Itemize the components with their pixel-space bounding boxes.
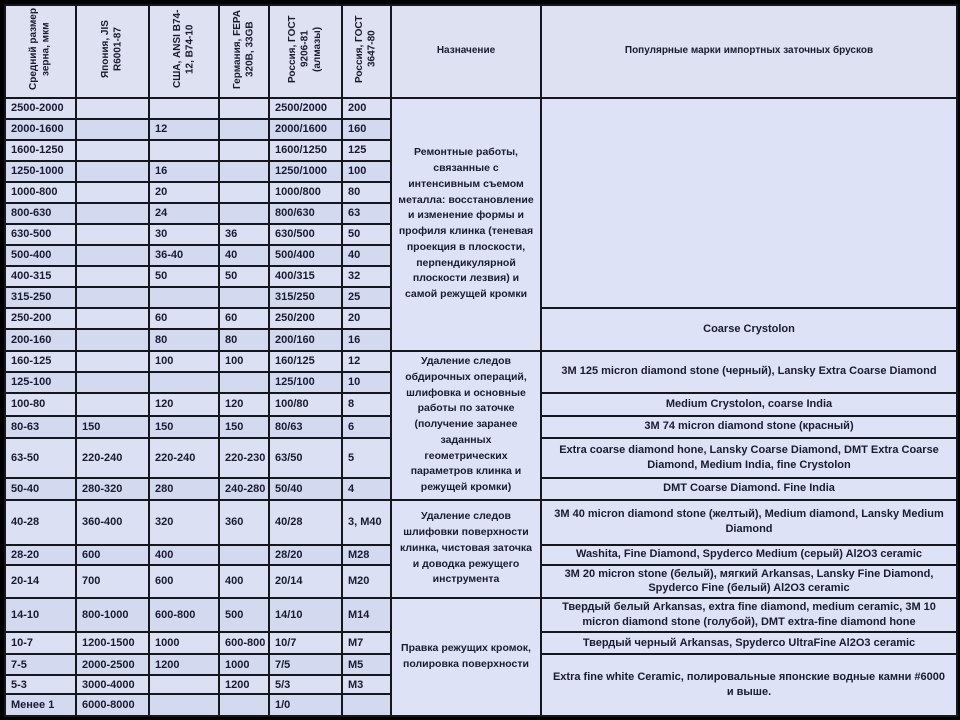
cell-germany: 36 bbox=[219, 224, 269, 245]
cell-germany bbox=[219, 119, 269, 140]
purpose-cell: Удаление следов обдирочных операций, шлифовка и основные работы по заточке (получение заранее заданных геометрических параметров клинка и режущей кромки) bbox=[391, 351, 541, 500]
table-row bbox=[5, 500, 957, 545]
cell-japan bbox=[76, 287, 149, 308]
cell-size-range: Менее 1 bbox=[5, 694, 76, 716]
cell-size-range: 10-7 bbox=[5, 632, 76, 654]
col-header-purpose-label: Назначение bbox=[436, 45, 496, 56]
cell-size-range: 5-3 bbox=[5, 675, 76, 694]
table-body bbox=[5, 98, 957, 717]
table-row bbox=[5, 598, 957, 632]
col-header-brands-label: Популярные марки импортных заточных брусков bbox=[624, 45, 874, 56]
cell-size-range: 63-50 bbox=[5, 438, 76, 478]
cell-japan bbox=[76, 393, 149, 416]
cell-gost-9206: 160/125 bbox=[269, 351, 342, 372]
cell-gost-3647: 200 bbox=[342, 98, 391, 119]
cell-gost-3647: 8 bbox=[342, 393, 391, 416]
brands-cell: Extra coarse diamond hone, Lansky Coarse Diamond, DMT Extra Coarse Diamond, Medium India, fine Crystolon bbox=[541, 438, 957, 478]
cell-gost-3647: 32 bbox=[342, 266, 391, 287]
cell-gost-9206: 5/3 bbox=[269, 675, 342, 694]
cell-japan bbox=[76, 266, 149, 287]
cell-japan bbox=[76, 98, 149, 119]
brands-cell: Твердый белый Arkansas, extra fine diamond, medium ceramic, 3M 10 micron diamond stone (голубой), DMT extra-fine diamond hone bbox=[541, 598, 957, 632]
cell-size-range: 50-40 bbox=[5, 478, 76, 500]
cell-usa bbox=[149, 694, 219, 716]
brands-cell: 3M 74 micron diamond stone (красный) bbox=[541, 416, 957, 438]
cell-size-range: 200-160 bbox=[5, 329, 76, 351]
cell-gost-3647: 10 bbox=[342, 372, 391, 393]
cell-usa: 60 bbox=[149, 308, 219, 329]
cell-germany bbox=[219, 161, 269, 182]
cell-germany bbox=[219, 287, 269, 308]
col-header-brands bbox=[541, 5, 957, 98]
cell-usa bbox=[149, 675, 219, 694]
cell-usa: 1200 bbox=[149, 654, 219, 675]
cell-germany bbox=[219, 182, 269, 203]
cell-usa: 80 bbox=[149, 329, 219, 351]
cell-gost-9206: 100/80 bbox=[269, 393, 342, 416]
cell-japan: 1200-1500 bbox=[76, 632, 149, 654]
col-header-japan bbox=[76, 5, 149, 98]
cell-gost-3647: М28 bbox=[342, 545, 391, 565]
cell-germany bbox=[219, 694, 269, 716]
header-row bbox=[5, 5, 957, 98]
cell-gost-3647: М5 bbox=[342, 654, 391, 675]
cell-japan: 2000-2500 bbox=[76, 654, 149, 675]
brands-cell: 3M 125 micron diamond stone (черный), Lansky Extra Coarse Diamond bbox=[541, 351, 957, 393]
cell-germany bbox=[219, 372, 269, 393]
cell-size-range: 20-14 bbox=[5, 565, 76, 599]
cell-gost-3647: 160 bbox=[342, 119, 391, 140]
cell-size-range: 2000-1600 bbox=[5, 119, 76, 140]
cell-usa bbox=[149, 372, 219, 393]
cell-germany: 60 bbox=[219, 308, 269, 329]
cell-japan: 150 bbox=[76, 416, 149, 438]
cell-gost-3647: 25 bbox=[342, 287, 391, 308]
cell-japan: 700 bbox=[76, 565, 149, 599]
cell-gost-3647 bbox=[342, 694, 391, 716]
cell-gost-9206: 80/63 bbox=[269, 416, 342, 438]
cell-germany bbox=[219, 545, 269, 565]
cell-size-range: 250-200 bbox=[5, 308, 76, 329]
brands-cell: Extra fine white Ceramic, полировальные японские водные камни #6000 и выше. bbox=[541, 654, 957, 716]
brands-cell: Coarse Crystolon bbox=[541, 308, 957, 351]
cell-gost-3647: 4 bbox=[342, 478, 391, 500]
cell-gost-3647: М7 bbox=[342, 632, 391, 654]
cell-gost-3647: М3 bbox=[342, 675, 391, 694]
col-header-russia-gost-3647 bbox=[342, 5, 391, 98]
brands-cell: Washita, Fine Diamond, Spyderco Medium (серый) Al2O3 ceramic bbox=[541, 545, 957, 565]
cell-germany: 500 bbox=[219, 598, 269, 632]
cell-gost-3647: М14 bbox=[342, 598, 391, 632]
cell-usa: 600-800 bbox=[149, 598, 219, 632]
cell-gost-9206: 1250/1000 bbox=[269, 161, 342, 182]
cell-size-range: 14-10 bbox=[5, 598, 76, 632]
cell-gost-9206: 2500/2000 bbox=[269, 98, 342, 119]
cell-japan: 6000-8000 bbox=[76, 694, 149, 716]
cell-gost-3647: 63 bbox=[342, 203, 391, 224]
cell-germany: 120 bbox=[219, 393, 269, 416]
cell-size-range: 1250-1000 bbox=[5, 161, 76, 182]
cell-usa: 1000 bbox=[149, 632, 219, 654]
cell-germany: 400 bbox=[219, 565, 269, 599]
cell-germany: 40 bbox=[219, 245, 269, 266]
cell-japan bbox=[76, 308, 149, 329]
cell-size-range: 800-630 bbox=[5, 203, 76, 224]
cell-gost-3647: 125 bbox=[342, 140, 391, 161]
cell-usa: 24 bbox=[149, 203, 219, 224]
cell-gost-9206: 50/40 bbox=[269, 478, 342, 500]
cell-japan bbox=[76, 245, 149, 266]
cell-gost-9206: 200/160 bbox=[269, 329, 342, 351]
purpose-cell: Удаление следов шлифовки поверхности клинка, чистовая заточка и доводка режущего инструмента bbox=[391, 500, 541, 599]
cell-size-range: 2500-2000 bbox=[5, 98, 76, 119]
cell-gost-9206: 500/400 bbox=[269, 245, 342, 266]
cell-size-range: 315-250 bbox=[5, 287, 76, 308]
col-header-usa bbox=[149, 5, 219, 98]
cell-gost-3647: 40 bbox=[342, 245, 391, 266]
cell-gost-3647: 6 bbox=[342, 416, 391, 438]
col-header-grain-size-label: Средний размер зерна, мкм bbox=[28, 8, 52, 90]
cell-usa: 600 bbox=[149, 565, 219, 599]
cell-germany: 150 bbox=[219, 416, 269, 438]
cell-japan bbox=[76, 140, 149, 161]
cell-usa: 20 bbox=[149, 182, 219, 203]
cell-japan: 220-240 bbox=[76, 438, 149, 478]
cell-usa: 50 bbox=[149, 266, 219, 287]
cell-gost-9206: 400/315 bbox=[269, 266, 342, 287]
cell-japan bbox=[76, 203, 149, 224]
cell-japan: 280-320 bbox=[76, 478, 149, 500]
cell-gost-9206: 125/100 bbox=[269, 372, 342, 393]
col-header-grain-size bbox=[5, 5, 76, 98]
brands-cell bbox=[541, 98, 957, 308]
cell-size-range: 1000-800 bbox=[5, 182, 76, 203]
brands-cell: 3M 40 micron diamond stone (желтый), Medium diamond, Lansky Medium Diamond bbox=[541, 500, 957, 545]
cell-germany bbox=[219, 98, 269, 119]
cell-usa: 120 bbox=[149, 393, 219, 416]
cell-size-range: 500-400 bbox=[5, 245, 76, 266]
cell-germany: 600-800 bbox=[219, 632, 269, 654]
cell-germany bbox=[219, 203, 269, 224]
cell-size-range: 160-125 bbox=[5, 351, 76, 372]
cell-japan: 600 bbox=[76, 545, 149, 565]
cell-usa: 30 bbox=[149, 224, 219, 245]
col-header-russia-gost-9206 bbox=[269, 5, 342, 98]
cell-gost-3647: 3, М40 bbox=[342, 500, 391, 545]
table-row bbox=[5, 351, 957, 372]
cell-size-range: 80-63 bbox=[5, 416, 76, 438]
cell-usa: 280 bbox=[149, 478, 219, 500]
cell-gost-9206: 1600/1250 bbox=[269, 140, 342, 161]
cell-gost-9206: 10/7 bbox=[269, 632, 342, 654]
cell-gost-9206: 1/0 bbox=[269, 694, 342, 716]
col-header-russia-gost-9206-label: Россия, ГОСТ 9206-81 (алмазы) bbox=[286, 15, 323, 83]
cell-germany: 1200 bbox=[219, 675, 269, 694]
brands-cell: DMT Coarse Diamond. Fine India bbox=[541, 478, 957, 500]
cell-germany: 220-230 bbox=[219, 438, 269, 478]
col-header-japan-label: Япония, JIS R6001-87 bbox=[100, 20, 124, 78]
cell-gost-9206: 315/250 bbox=[269, 287, 342, 308]
purpose-cell: Ремонтные работы, связанные с интенсивным съемом металла: восстановление и изменение формы и профиля клинка (теневая проекция в плоскости, перпендикулярной плоскости лезвия) и самой режущей кромки bbox=[391, 98, 541, 351]
cell-size-range: 40-28 bbox=[5, 500, 76, 545]
cell-usa bbox=[149, 287, 219, 308]
cell-japan bbox=[76, 161, 149, 182]
cell-usa: 16 bbox=[149, 161, 219, 182]
cell-germany: 100 bbox=[219, 351, 269, 372]
cell-germany: 80 bbox=[219, 329, 269, 351]
cell-gost-3647: 20 bbox=[342, 308, 391, 329]
table-row bbox=[5, 98, 957, 119]
cell-japan bbox=[76, 182, 149, 203]
cell-gost-3647: М20 bbox=[342, 565, 391, 599]
cell-gost-9206: 40/28 bbox=[269, 500, 342, 545]
cell-germany: 50 bbox=[219, 266, 269, 287]
cell-germany: 360 bbox=[219, 500, 269, 545]
cell-gost-9206: 2000/1600 bbox=[269, 119, 342, 140]
cell-gost-9206: 7/5 bbox=[269, 654, 342, 675]
cell-size-range: 630-500 bbox=[5, 224, 76, 245]
col-header-germany bbox=[219, 5, 269, 98]
cell-usa: 36-40 bbox=[149, 245, 219, 266]
cell-japan: 3000-4000 bbox=[76, 675, 149, 694]
col-header-purpose bbox=[391, 5, 541, 98]
cell-gost-9206: 63/50 bbox=[269, 438, 342, 478]
col-header-usa-label: США, ANSI B74-12, B74-10 bbox=[171, 9, 195, 89]
cell-usa: 220-240 bbox=[149, 438, 219, 478]
cell-usa bbox=[149, 98, 219, 119]
cell-japan: 360-400 bbox=[76, 500, 149, 545]
cell-gost-3647: 5 bbox=[342, 438, 391, 478]
cell-size-range: 28-20 bbox=[5, 545, 76, 565]
cell-gost-3647: 80 bbox=[342, 182, 391, 203]
cell-size-range: 100-80 bbox=[5, 393, 76, 416]
cell-size-range: 125-100 bbox=[5, 372, 76, 393]
cell-gost-9206: 28/20 bbox=[269, 545, 342, 565]
cell-gost-9206: 630/500 bbox=[269, 224, 342, 245]
cell-germany bbox=[219, 140, 269, 161]
cell-size-range: 7-5 bbox=[5, 654, 76, 675]
cell-gost-3647: 16 bbox=[342, 329, 391, 351]
cell-gost-9206: 14/10 bbox=[269, 598, 342, 632]
cell-usa: 12 bbox=[149, 119, 219, 140]
cell-japan bbox=[76, 372, 149, 393]
cell-japan bbox=[76, 224, 149, 245]
cell-gost-3647: 50 bbox=[342, 224, 391, 245]
cell-gost-3647: 100 bbox=[342, 161, 391, 182]
brands-cell: Твердый черный Arkansas, Spyderco UltraFine Al2O3 ceramic bbox=[541, 632, 957, 654]
purpose-cell: Правка режущих кромок, полировка поверхности bbox=[391, 598, 541, 716]
cell-usa: 400 bbox=[149, 545, 219, 565]
cell-japan bbox=[76, 119, 149, 140]
cell-gost-9206: 1000/800 bbox=[269, 182, 342, 203]
table-header bbox=[5, 5, 957, 98]
cell-gost-9206: 20/14 bbox=[269, 565, 342, 599]
cell-size-range: 1600-1250 bbox=[5, 140, 76, 161]
brands-cell: Medium Crystolon, coarse India bbox=[541, 393, 957, 416]
cell-germany: 240-280 bbox=[219, 478, 269, 500]
cell-usa: 150 bbox=[149, 416, 219, 438]
col-header-russia-gost-3647-label: Россия, ГОСТ 3647-80 bbox=[354, 15, 378, 83]
cell-japan bbox=[76, 329, 149, 351]
brands-cell: 3M 20 micron stone (белый), мягкий Arkansas, Lansky Fine Diamond, Spyderco Fine (белый) Al2O3 ceramic bbox=[541, 565, 957, 599]
cell-usa: 100 bbox=[149, 351, 219, 372]
col-header-germany-label: Германия, FEPA 320B, 33GB bbox=[231, 9, 255, 89]
grit-comparison-table bbox=[4, 4, 958, 717]
cell-gost-3647: 12 bbox=[342, 351, 391, 372]
cell-gost-9206: 250/200 bbox=[269, 308, 342, 329]
cell-germany: 1000 bbox=[219, 654, 269, 675]
cell-size-range: 400-315 bbox=[5, 266, 76, 287]
cell-gost-9206: 800/630 bbox=[269, 203, 342, 224]
cell-usa bbox=[149, 140, 219, 161]
cell-japan: 800-1000 bbox=[76, 598, 149, 632]
cell-japan bbox=[76, 351, 149, 372]
cell-usa: 320 bbox=[149, 500, 219, 545]
